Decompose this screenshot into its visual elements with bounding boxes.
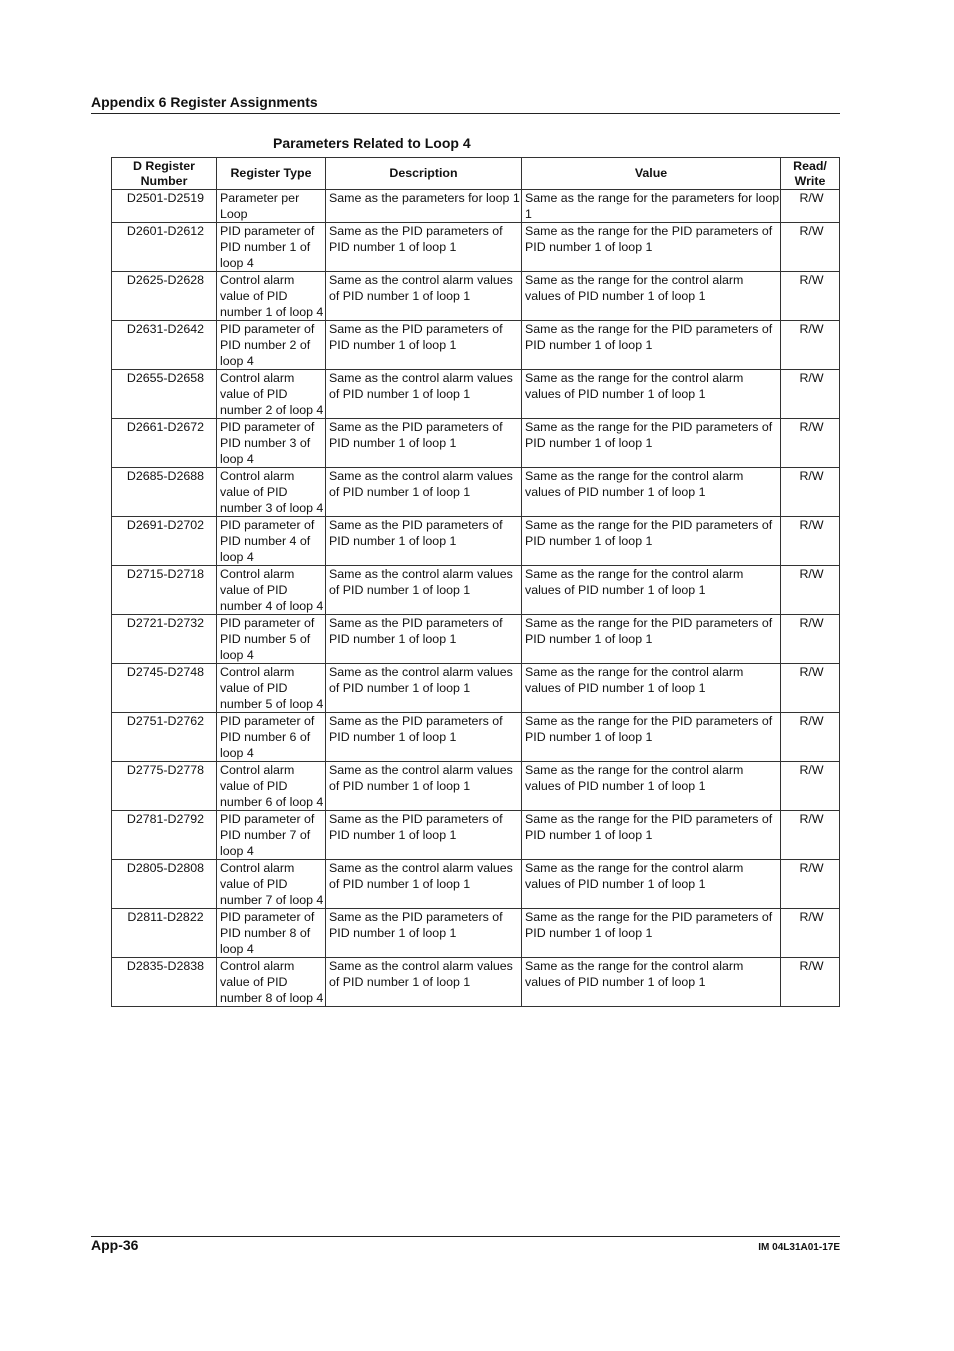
description-cell: Same as the PID parameters of PID number 1 of loop 1 [326,419,522,468]
description-cell: Same as the control alarm values of PID number 1 of loop 1 [326,762,522,811]
value-cell: Same as the range for the control alarm values of PID number 1 of loop 1 [522,370,781,419]
description-cell: Same as the control alarm values of PID number 1 of loop 1 [326,566,522,615]
value-cell: Same as the range for the control alarm values of PID number 1 of loop 1 [522,566,781,615]
register-type-cell: PID parameter of PID number 5 of loop 4 [217,615,326,664]
description-cell: Same as the parameters for loop 1 [326,190,522,223]
read-write-cell: R/W [781,762,840,811]
table-row [112,190,840,223]
register-type-cell: PID parameter of PID number 8 of loop 4 [217,909,326,958]
value-cell: Same as the range for the PID parameters of PID number 1 of loop 1 [522,517,781,566]
table-row [112,762,840,811]
read-write-cell: R/W [781,811,840,860]
page-number: App-36 [91,1237,139,1253]
register-type-cell: PID parameter of PID number 3 of loop 4 [217,419,326,468]
column-header-d-register-number: D Register Number [112,158,217,190]
footer-divider [91,1236,840,1237]
read-write-cell: R/W [781,321,840,370]
column-header-value: Value [522,158,781,190]
description-cell: Same as the PID parameters of PID number 1 of loop 1 [326,811,522,860]
register-number-cell: D2775-D2778 [112,762,217,811]
table-row [112,615,840,664]
value-cell: Same as the range for the PID parameters of PID number 1 of loop 1 [522,419,781,468]
read-write-cell: R/W [781,566,840,615]
read-write-cell: R/W [781,370,840,419]
description-cell: Same as the PID parameters of PID number 1 of loop 1 [326,909,522,958]
register-type-cell: PID parameter of PID number 6 of loop 4 [217,713,326,762]
register-number-cell: D2625-D2628 [112,272,217,321]
description-cell: Same as the PID parameters of PID number 1 of loop 1 [326,321,522,370]
table-row [112,370,840,419]
header-divider [91,113,840,114]
table-row [112,223,840,272]
register-number-cell: D2655-D2658 [112,370,217,419]
register-number-cell: D2501-D2519 [112,190,217,223]
value-cell: Same as the range for the control alarm values of PID number 1 of loop 1 [522,468,781,517]
description-cell: Same as the PID parameters of PID number 1 of loop 1 [326,713,522,762]
value-cell: Same as the range for the parameters for loop 1 [522,190,781,223]
section-title: Parameters Related to Loop 4 [273,135,471,151]
register-number-cell: D2631-D2642 [112,321,217,370]
table-row [112,811,840,860]
read-write-cell: R/W [781,468,840,517]
register-type-cell: Control alarm value of PID number 8 of loop 4 [217,958,326,1007]
read-write-cell: R/W [781,713,840,762]
table-row [112,321,840,370]
read-write-cell: R/W [781,419,840,468]
register-number-cell: D2661-D2672 [112,419,217,468]
table-row [112,468,840,517]
table-row [112,517,840,566]
read-write-cell: R/W [781,860,840,909]
table-header-row [112,158,840,190]
value-cell: Same as the range for the PID parameters of PID number 1 of loop 1 [522,321,781,370]
document-id: IM 04L31A01-17E [758,1242,840,1253]
register-number-cell: D2721-D2732 [112,615,217,664]
register-number-cell: D2781-D2792 [112,811,217,860]
value-cell: Same as the range for the PID parameters of PID number 1 of loop 1 [522,713,781,762]
register-type-cell: Control alarm value of PID number 4 of loop 4 [217,566,326,615]
description-cell: Same as the control alarm values of PID number 1 of loop 1 [326,468,522,517]
value-cell: Same as the range for the PID parameters of PID number 1 of loop 1 [522,909,781,958]
table-body [112,190,840,1007]
table-row [112,419,840,468]
value-cell: Same as the range for the control alarm values of PID number 1 of loop 1 [522,860,781,909]
read-write-cell: R/W [781,190,840,223]
description-cell: Same as the control alarm values of PID number 1 of loop 1 [326,370,522,419]
value-cell: Same as the range for the control alarm values of PID number 1 of loop 1 [522,272,781,321]
description-cell: Same as the control alarm values of PID number 1 of loop 1 [326,664,522,713]
register-type-cell: Control alarm value of PID number 6 of loop 4 [217,762,326,811]
table-row [112,272,840,321]
register-number-cell: D2715-D2718 [112,566,217,615]
read-write-cell: R/W [781,958,840,1007]
register-number-cell: D2751-D2762 [112,713,217,762]
value-cell: Same as the range for the control alarm values of PID number 1 of loop 1 [522,958,781,1007]
read-write-cell: R/W [781,664,840,713]
table-row [112,909,840,958]
register-type-cell: Control alarm value of PID number 5 of loop 4 [217,664,326,713]
register-number-cell: D2811-D2822 [112,909,217,958]
register-number-cell: D2805-D2808 [112,860,217,909]
value-cell: Same as the range for the control alarm values of PID number 1 of loop 1 [522,664,781,713]
value-cell: Same as the range for the PID parameters of PID number 1 of loop 1 [522,223,781,272]
register-type-cell: Control alarm value of PID number 7 of loop 4 [217,860,326,909]
read-write-cell: R/W [781,909,840,958]
register-type-cell: PID parameter of PID number 7 of loop 4 [217,811,326,860]
register-number-cell: D2835-D2838 [112,958,217,1007]
register-type-cell: Parameter per Loop [217,190,326,223]
register-type-cell: Control alarm value of PID number 2 of loop 4 [217,370,326,419]
table-row [112,566,840,615]
column-header-read-write: Read/ Write [781,158,840,190]
register-table [111,157,840,1007]
register-number-cell: D2601-D2612 [112,223,217,272]
description-cell: Same as the control alarm values of PID number 1 of loop 1 [326,860,522,909]
description-cell: Same as the control alarm values of PID number 1 of loop 1 [326,958,522,1007]
read-write-cell: R/W [781,615,840,664]
register-type-cell: PID parameter of PID number 2 of loop 4 [217,321,326,370]
read-write-cell: R/W [781,517,840,566]
register-type-cell: PID parameter of PID number 4 of loop 4 [217,517,326,566]
table-row [112,713,840,762]
register-number-cell: D2691-D2702 [112,517,217,566]
table-row [112,860,840,909]
value-cell: Same as the range for the PID parameters of PID number 1 of loop 1 [522,615,781,664]
register-number-cell: D2685-D2688 [112,468,217,517]
register-type-cell: PID parameter of PID number 1 of loop 4 [217,223,326,272]
read-write-cell: R/W [781,223,840,272]
column-header-register-type: Register Type [217,158,326,190]
read-write-cell: R/W [781,272,840,321]
page-header-title: Appendix 6 Register Assignments [91,94,318,110]
register-number-cell: D2745-D2748 [112,664,217,713]
description-cell: Same as the PID parameters of PID number 1 of loop 1 [326,517,522,566]
value-cell: Same as the range for the PID parameters of PID number 1 of loop 1 [522,811,781,860]
description-cell: Same as the PID parameters of PID number 1 of loop 1 [326,615,522,664]
table-row [112,664,840,713]
column-header-description: Description [326,158,522,190]
value-cell: Same as the range for the control alarm values of PID number 1 of loop 1 [522,762,781,811]
description-cell: Same as the control alarm values of PID number 1 of loop 1 [326,272,522,321]
table-row [112,958,840,1007]
description-cell: Same as the PID parameters of PID number 1 of loop 1 [326,223,522,272]
register-type-cell: Control alarm value of PID number 1 of loop 4 [217,272,326,321]
register-type-cell: Control alarm value of PID number 3 of loop 4 [217,468,326,517]
